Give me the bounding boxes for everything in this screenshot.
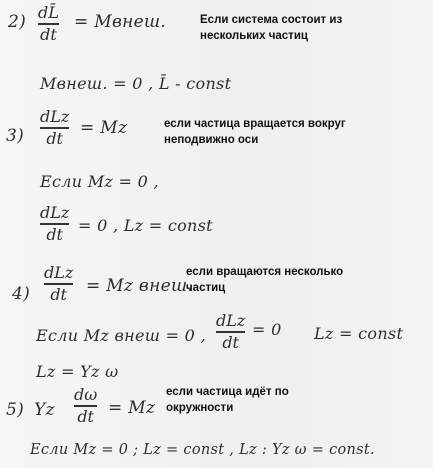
section-2-derivative — [38, 4, 59, 44]
section-2-conclusion: Мвнеш. = 0 , L̄ - const — [40, 74, 232, 93]
section-3-note-line1: если частица вращается вокруг — [164, 118, 346, 130]
section-5-frac-numerator: dω — [74, 385, 98, 404]
section-4-derivative-2 — [216, 312, 245, 352]
section-5-conclusion: Если Mz = 0 ; Lz = const , Lz : Yz ω = const. — [30, 442, 375, 458]
section-4-number: 4) — [12, 284, 31, 304]
section-2-frac-numerator: dL̄ — [38, 3, 59, 22]
section-3-condition: Если Mz = 0 , — [40, 172, 159, 191]
section-4-frac2-numerator: dLz — [216, 311, 246, 330]
section-3-note — [164, 116, 346, 148]
section-2-number: 2) — [8, 12, 27, 32]
section-5-note-line2: окружности — [166, 402, 234, 414]
section-4-const: Lz = const — [314, 324, 404, 343]
section-3-frac-denominator: dt — [46, 128, 63, 148]
section-2-note-line1: Если система состоит из — [200, 14, 343, 26]
section-2-rhs: = Мвнеш. — [74, 12, 167, 32]
section-3-derivative — [40, 108, 69, 148]
section-5-number: 5) — [6, 400, 25, 420]
section-4-rhs: = Mz внеш. — [86, 276, 194, 296]
section-3-frac2-numerator: dLz — [40, 203, 70, 222]
section-4-note-line2: частиц — [186, 282, 226, 294]
section-5-note-line1: если частица идёт по — [166, 386, 289, 398]
section-3-number: 3) — [6, 126, 25, 146]
section-4-definition: Lz = Yz ω — [36, 362, 119, 381]
section-5-frac-denominator: dt — [77, 406, 94, 426]
section-2-note — [200, 12, 342, 44]
section-4-zero: = 0 — [252, 320, 282, 339]
section-2-frac-denominator: dt — [40, 24, 57, 44]
section-4-condition: Если Mz внеш = 0 , — [36, 326, 206, 345]
section-4-note — [186, 264, 343, 296]
section-4-frac2-denominator: dt — [222, 332, 239, 352]
section-4-note-line1: если вращаются несколько — [186, 266, 344, 278]
section-3-note-line2: неподвижно оси — [164, 134, 259, 146]
section-3-frac2-denominator: dt — [46, 224, 63, 244]
section-3-rhs: = Mz — [80, 118, 128, 138]
section-3-frac-numerator: dLz — [40, 107, 70, 126]
section-5-lhs: Yz — [34, 400, 55, 420]
section-5-note — [166, 384, 289, 416]
section-3-derivative-2 — [40, 204, 69, 244]
section-4-frac-denominator: dt — [50, 284, 67, 304]
section-5-rhs: = Mz — [108, 398, 156, 418]
section-5-derivative — [74, 386, 97, 426]
section-4-frac-numerator: dLz — [44, 263, 74, 282]
section-2-note-line2: нескольких частиц — [200, 30, 308, 42]
section-4-derivative — [44, 264, 73, 304]
section-3-conclusion: = 0 , Lz = const — [78, 216, 213, 235]
